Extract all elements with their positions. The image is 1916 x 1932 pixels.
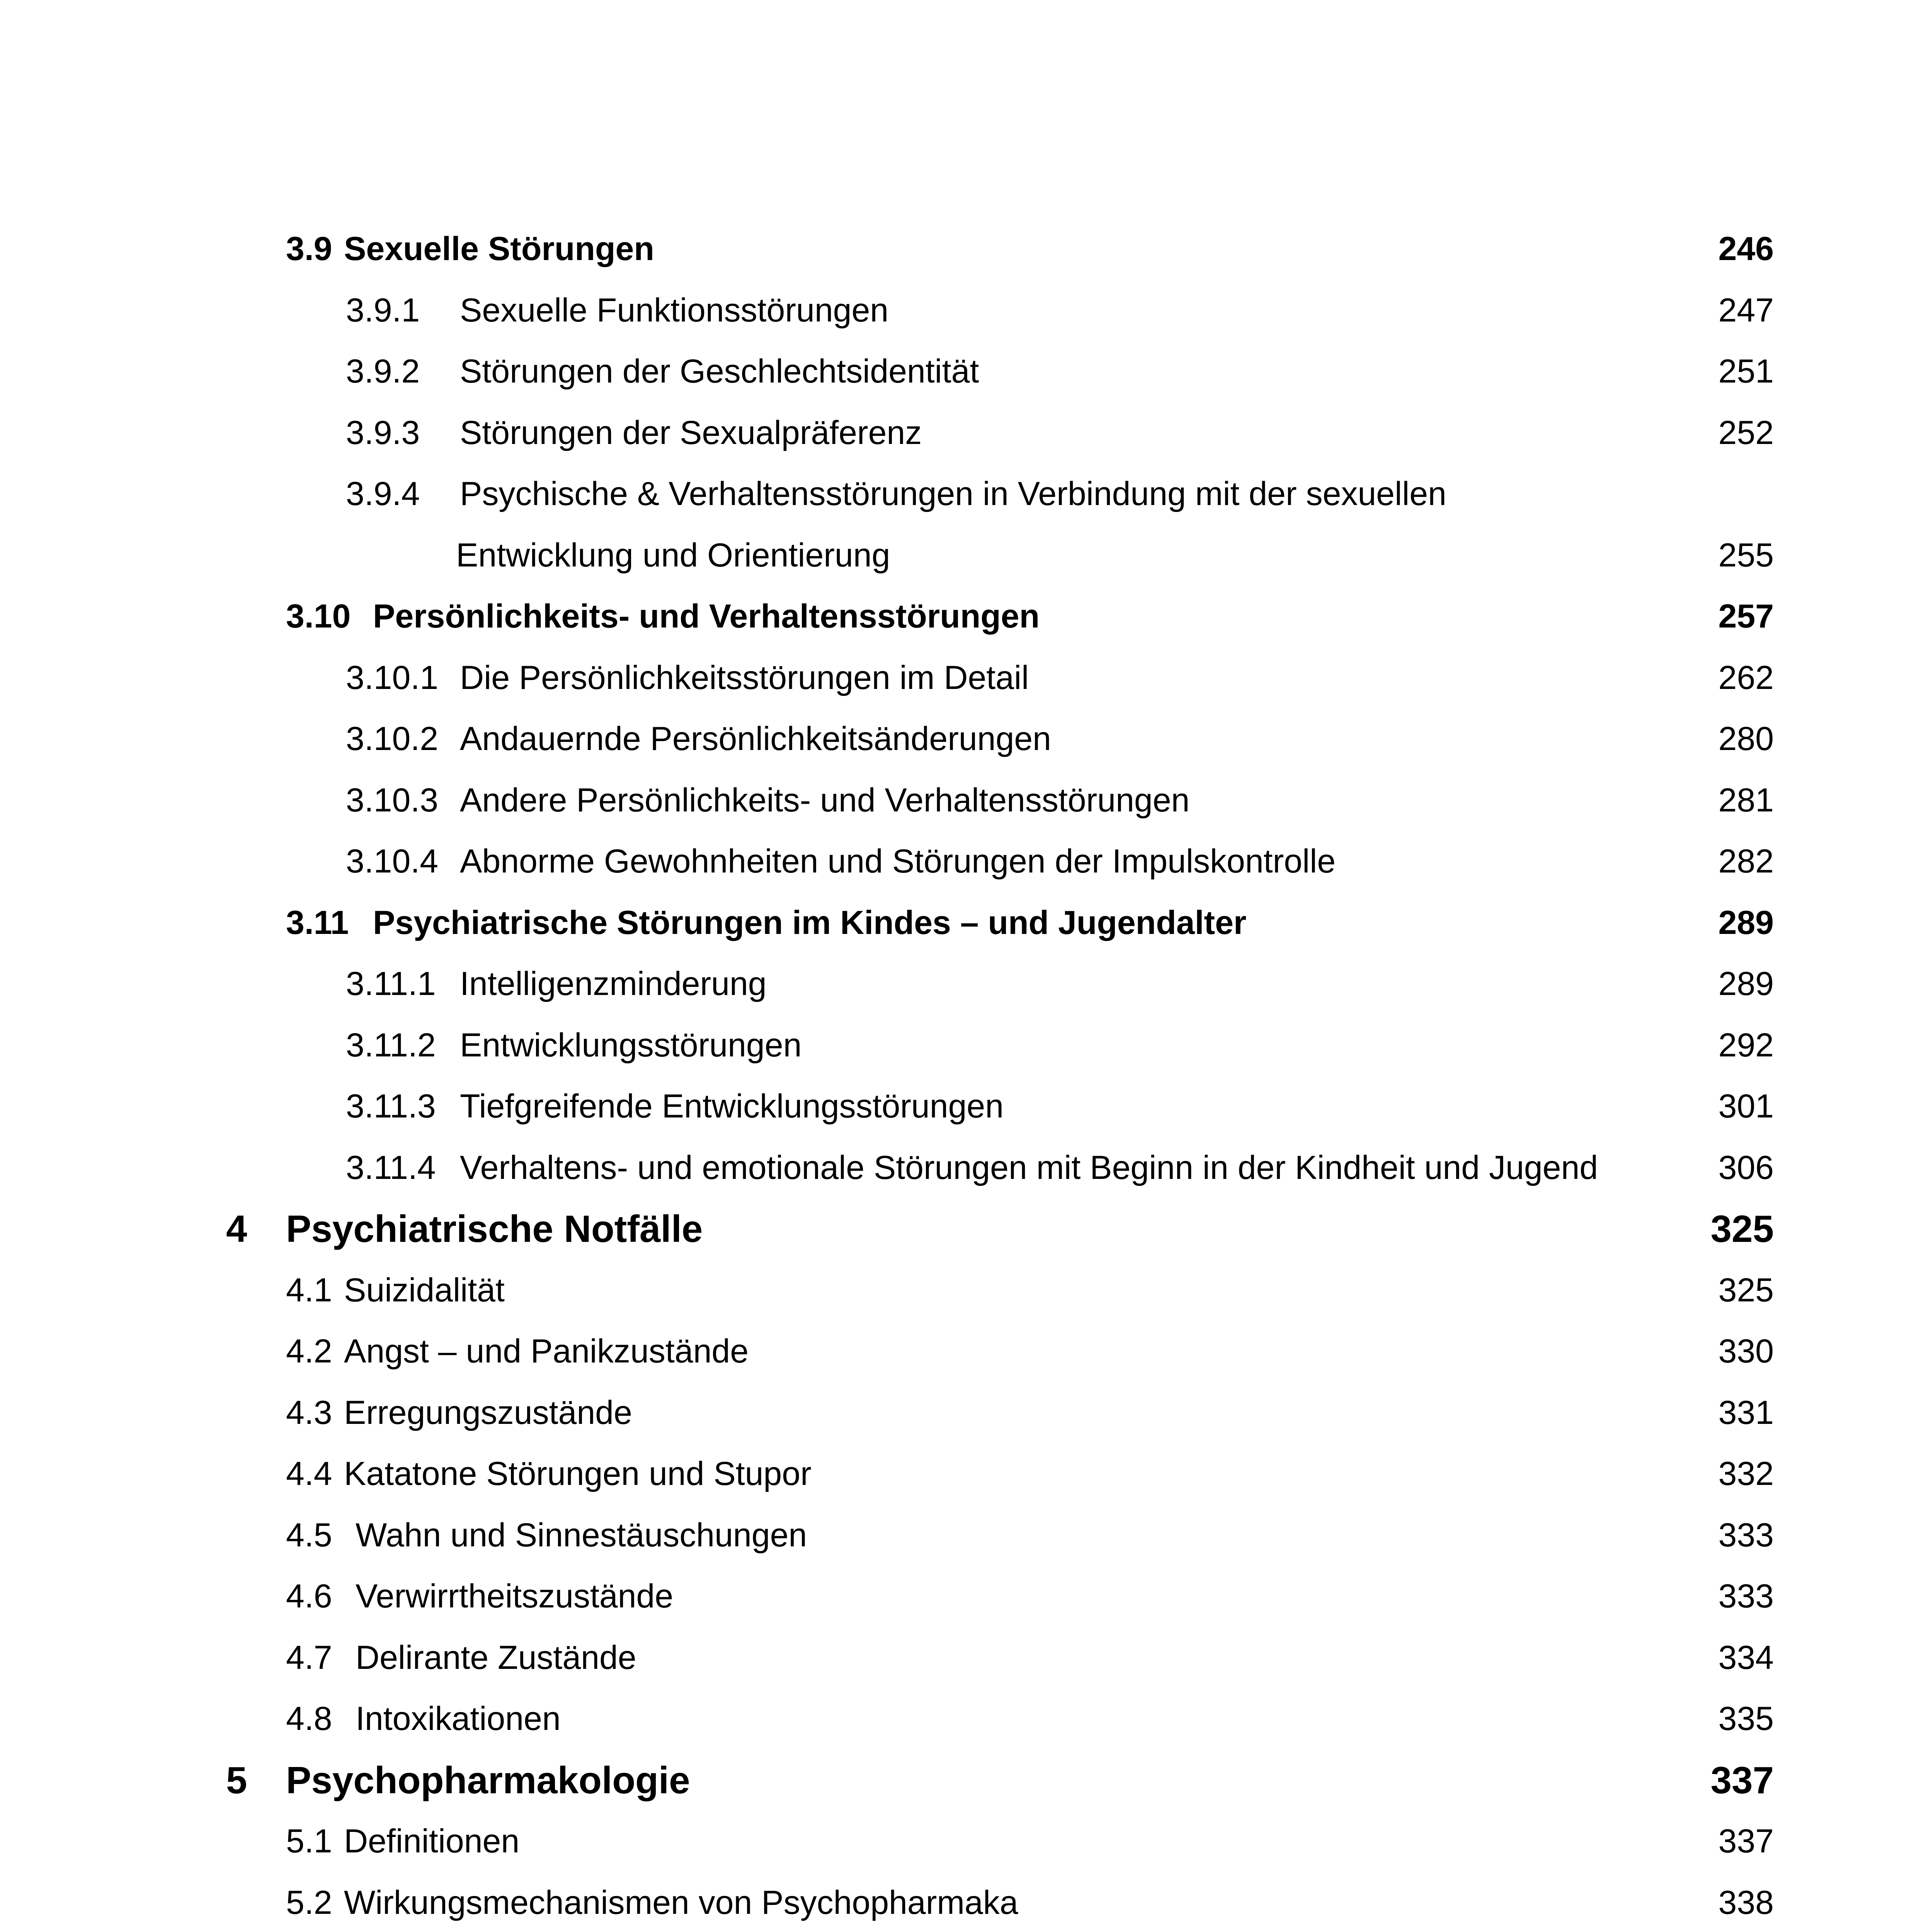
toc-entry-number: 3.11.3 (346, 1088, 436, 1125)
toc-entry-title: Störungen der Geschlechtsidentität (460, 353, 979, 390)
table-of-contents (216, 218, 1774, 1932)
toc-entry-page: 255 (1718, 536, 1774, 574)
toc-entry-page: 332 (1718, 1455, 1774, 1492)
toc-entry-page: 306 (1718, 1149, 1774, 1186)
toc-entry-page: 247 (1718, 291, 1774, 329)
toc-entry-page: 262 (1718, 659, 1774, 696)
toc-entry (216, 1076, 1774, 1137)
toc-entry-page: 252 (1718, 414, 1774, 451)
toc-entry-number: 3.9.2 (346, 353, 420, 390)
toc-entry-title: Intoxikationen (356, 1700, 561, 1737)
toc-entry-page: 282 (1718, 843, 1774, 880)
toc-entry-number: 3.10.1 (346, 659, 439, 696)
toc-entry (216, 280, 1774, 341)
toc-entry (216, 1198, 1774, 1260)
toc-entry-title: Abnorme Gewohnheiten und Störungen der Impulskontrolle (460, 843, 1336, 880)
toc-entry-title: Erregungszustände (344, 1394, 632, 1431)
toc-entry (216, 218, 1774, 280)
toc-entry (216, 1688, 1774, 1750)
toc-entry-title: Katatone Störungen und Stupor (344, 1455, 812, 1492)
toc-entry-number: 4.5 (286, 1516, 332, 1554)
toc-entry-number: 3.11.4 (346, 1149, 436, 1186)
toc-entry-page: 301 (1718, 1088, 1774, 1125)
toc-entry-title: Angst – und Panikzustände (344, 1333, 749, 1370)
toc-entry-number: 3.9 (286, 230, 332, 267)
toc-entry (216, 1872, 1774, 1932)
toc-entry-title: Wahn und Sinnestäuschungen (356, 1516, 807, 1554)
toc-entry (216, 1443, 1774, 1505)
toc-entry (216, 770, 1774, 831)
toc-entry-title: Definitionen (344, 1823, 520, 1860)
toc-entry (216, 892, 1774, 954)
toc-entry-number: 3.9.1 (346, 291, 420, 329)
toc-entry (216, 1382, 1774, 1444)
toc-entry-number: 4.4 (286, 1455, 332, 1492)
toc-entry-page: 333 (1718, 1578, 1774, 1615)
toc-entry (216, 647, 1774, 709)
toc-entry-title: Delirante Zustände (356, 1639, 636, 1676)
toc-entry-number: 3.10 (286, 598, 351, 635)
toc-entry-number: 4.1 (286, 1271, 332, 1309)
toc-entry-number: 4.7 (286, 1639, 332, 1676)
toc-entry-title: Sexuelle Störungen (344, 230, 654, 267)
toc-entry (216, 1627, 1774, 1689)
toc-entry-page: 334 (1718, 1639, 1774, 1676)
toc-entry-title: Verwirrtheitszustände (356, 1578, 674, 1615)
toc-entry-page: 246 (1718, 230, 1774, 267)
toc-entry-title: Störungen der Sexualpräferenz (460, 414, 922, 451)
toc-entry-number: 3.10.2 (346, 720, 439, 757)
toc-entry-page: 333 (1718, 1516, 1774, 1554)
toc-entry-page: 281 (1718, 781, 1774, 819)
toc-entry-title: Psychiatrische Störungen im Kindes – und Jugendalter (373, 904, 1247, 941)
toc-entry-page: 330 (1718, 1333, 1774, 1370)
toc-entry (216, 1321, 1774, 1382)
toc-entry (216, 1015, 1774, 1076)
toc-entry-number: 5.2 (286, 1884, 332, 1921)
toc-entry (216, 831, 1774, 892)
toc-entry-number: 3.11.1 (346, 965, 436, 1002)
toc-entry-title: Entwicklungsstörungen (460, 1026, 802, 1064)
toc-entry (216, 1750, 1774, 1811)
toc-entry-title: Persönlichkeits- und Verhaltensstörungen (373, 598, 1040, 635)
toc-entry-number: 5.1 (286, 1823, 332, 1860)
toc-entry-title: Psychiatrische Notfälle (286, 1208, 703, 1250)
toc-entry-page: 280 (1718, 720, 1774, 757)
toc-entry-title: Andere Persönlichkeits- und Verhaltensstörungen (460, 781, 1190, 819)
toc-entry-number: 5 (226, 1759, 247, 1801)
toc-entry (216, 1811, 1774, 1872)
toc-entry (216, 1566, 1774, 1627)
toc-entry-title: Wirkungsmechanismen von Psychopharmaka (344, 1884, 1018, 1921)
toc-entry-title: Suizidalität (344, 1271, 505, 1309)
toc-entry-number: 4.3 (286, 1394, 332, 1431)
toc-entry-number: 4.2 (286, 1333, 332, 1370)
toc-entry-number: 3.9.3 (346, 414, 420, 451)
toc-entry-number: 3.11 (286, 904, 349, 941)
toc-entry (216, 953, 1774, 1015)
toc-entry-page: 289 (1718, 965, 1774, 1002)
toc-entry-number: 3.9.4 (346, 475, 420, 512)
toc-entry (216, 525, 1774, 586)
toc-entry-title: Andauernde Persönlichkeitsänderungen (460, 720, 1051, 757)
toc-entry-title: Intelligenzminderung (460, 965, 767, 1002)
toc-entry (216, 586, 1774, 647)
toc-entry-page: 338 (1718, 1884, 1774, 1921)
toc-entry-title: Die Persönlichkeitsstörungen im Detail (460, 659, 1029, 696)
toc-entry (216, 1260, 1774, 1321)
toc-entry-number: 3.10.3 (346, 781, 439, 819)
toc-entry-title: Verhaltens- und emotionale Störungen mit Beginn in der Kindheit und Jugend (460, 1149, 1598, 1186)
toc-entry-page: 251 (1718, 353, 1774, 390)
toc-entry-title: Psychopharmakologie (286, 1759, 690, 1801)
toc-entry (216, 1137, 1774, 1199)
toc-entry-number: 3.10.4 (346, 843, 439, 880)
toc-entry-page: 325 (1710, 1208, 1774, 1250)
toc-entry-number: 3.11.2 (346, 1026, 436, 1064)
toc-entry (216, 463, 1774, 525)
toc-entry-page: 335 (1718, 1700, 1774, 1737)
toc-entry-number: 4 (226, 1208, 247, 1250)
toc-entry-page: 325 (1718, 1271, 1774, 1309)
toc-entry-page: 257 (1718, 598, 1774, 635)
toc-entry-page: 331 (1718, 1394, 1774, 1431)
toc-entry-page: 289 (1718, 904, 1774, 941)
toc-entry-title: Tiefgreifende Entwicklungsstörungen (460, 1088, 1004, 1125)
toc-entry (216, 1505, 1774, 1566)
toc-entry-title: Sexuelle Funktionsstörungen (460, 291, 889, 329)
toc-entry (216, 341, 1774, 402)
toc-entry-number: 4.8 (286, 1700, 332, 1737)
toc-entry-page: 337 (1718, 1823, 1774, 1860)
toc-entry-page: 337 (1710, 1759, 1774, 1801)
toc-entry-title: Entwicklung und Orientierung (456, 536, 890, 574)
toc-entry-page: 292 (1718, 1026, 1774, 1064)
toc-entry (216, 708, 1774, 770)
toc-entry-number: 4.6 (286, 1578, 332, 1615)
toc-entry-title: Psychische & Verhaltensstörungen in Verbindung mit der sexuellen (460, 475, 1446, 512)
toc-entry (216, 402, 1774, 464)
